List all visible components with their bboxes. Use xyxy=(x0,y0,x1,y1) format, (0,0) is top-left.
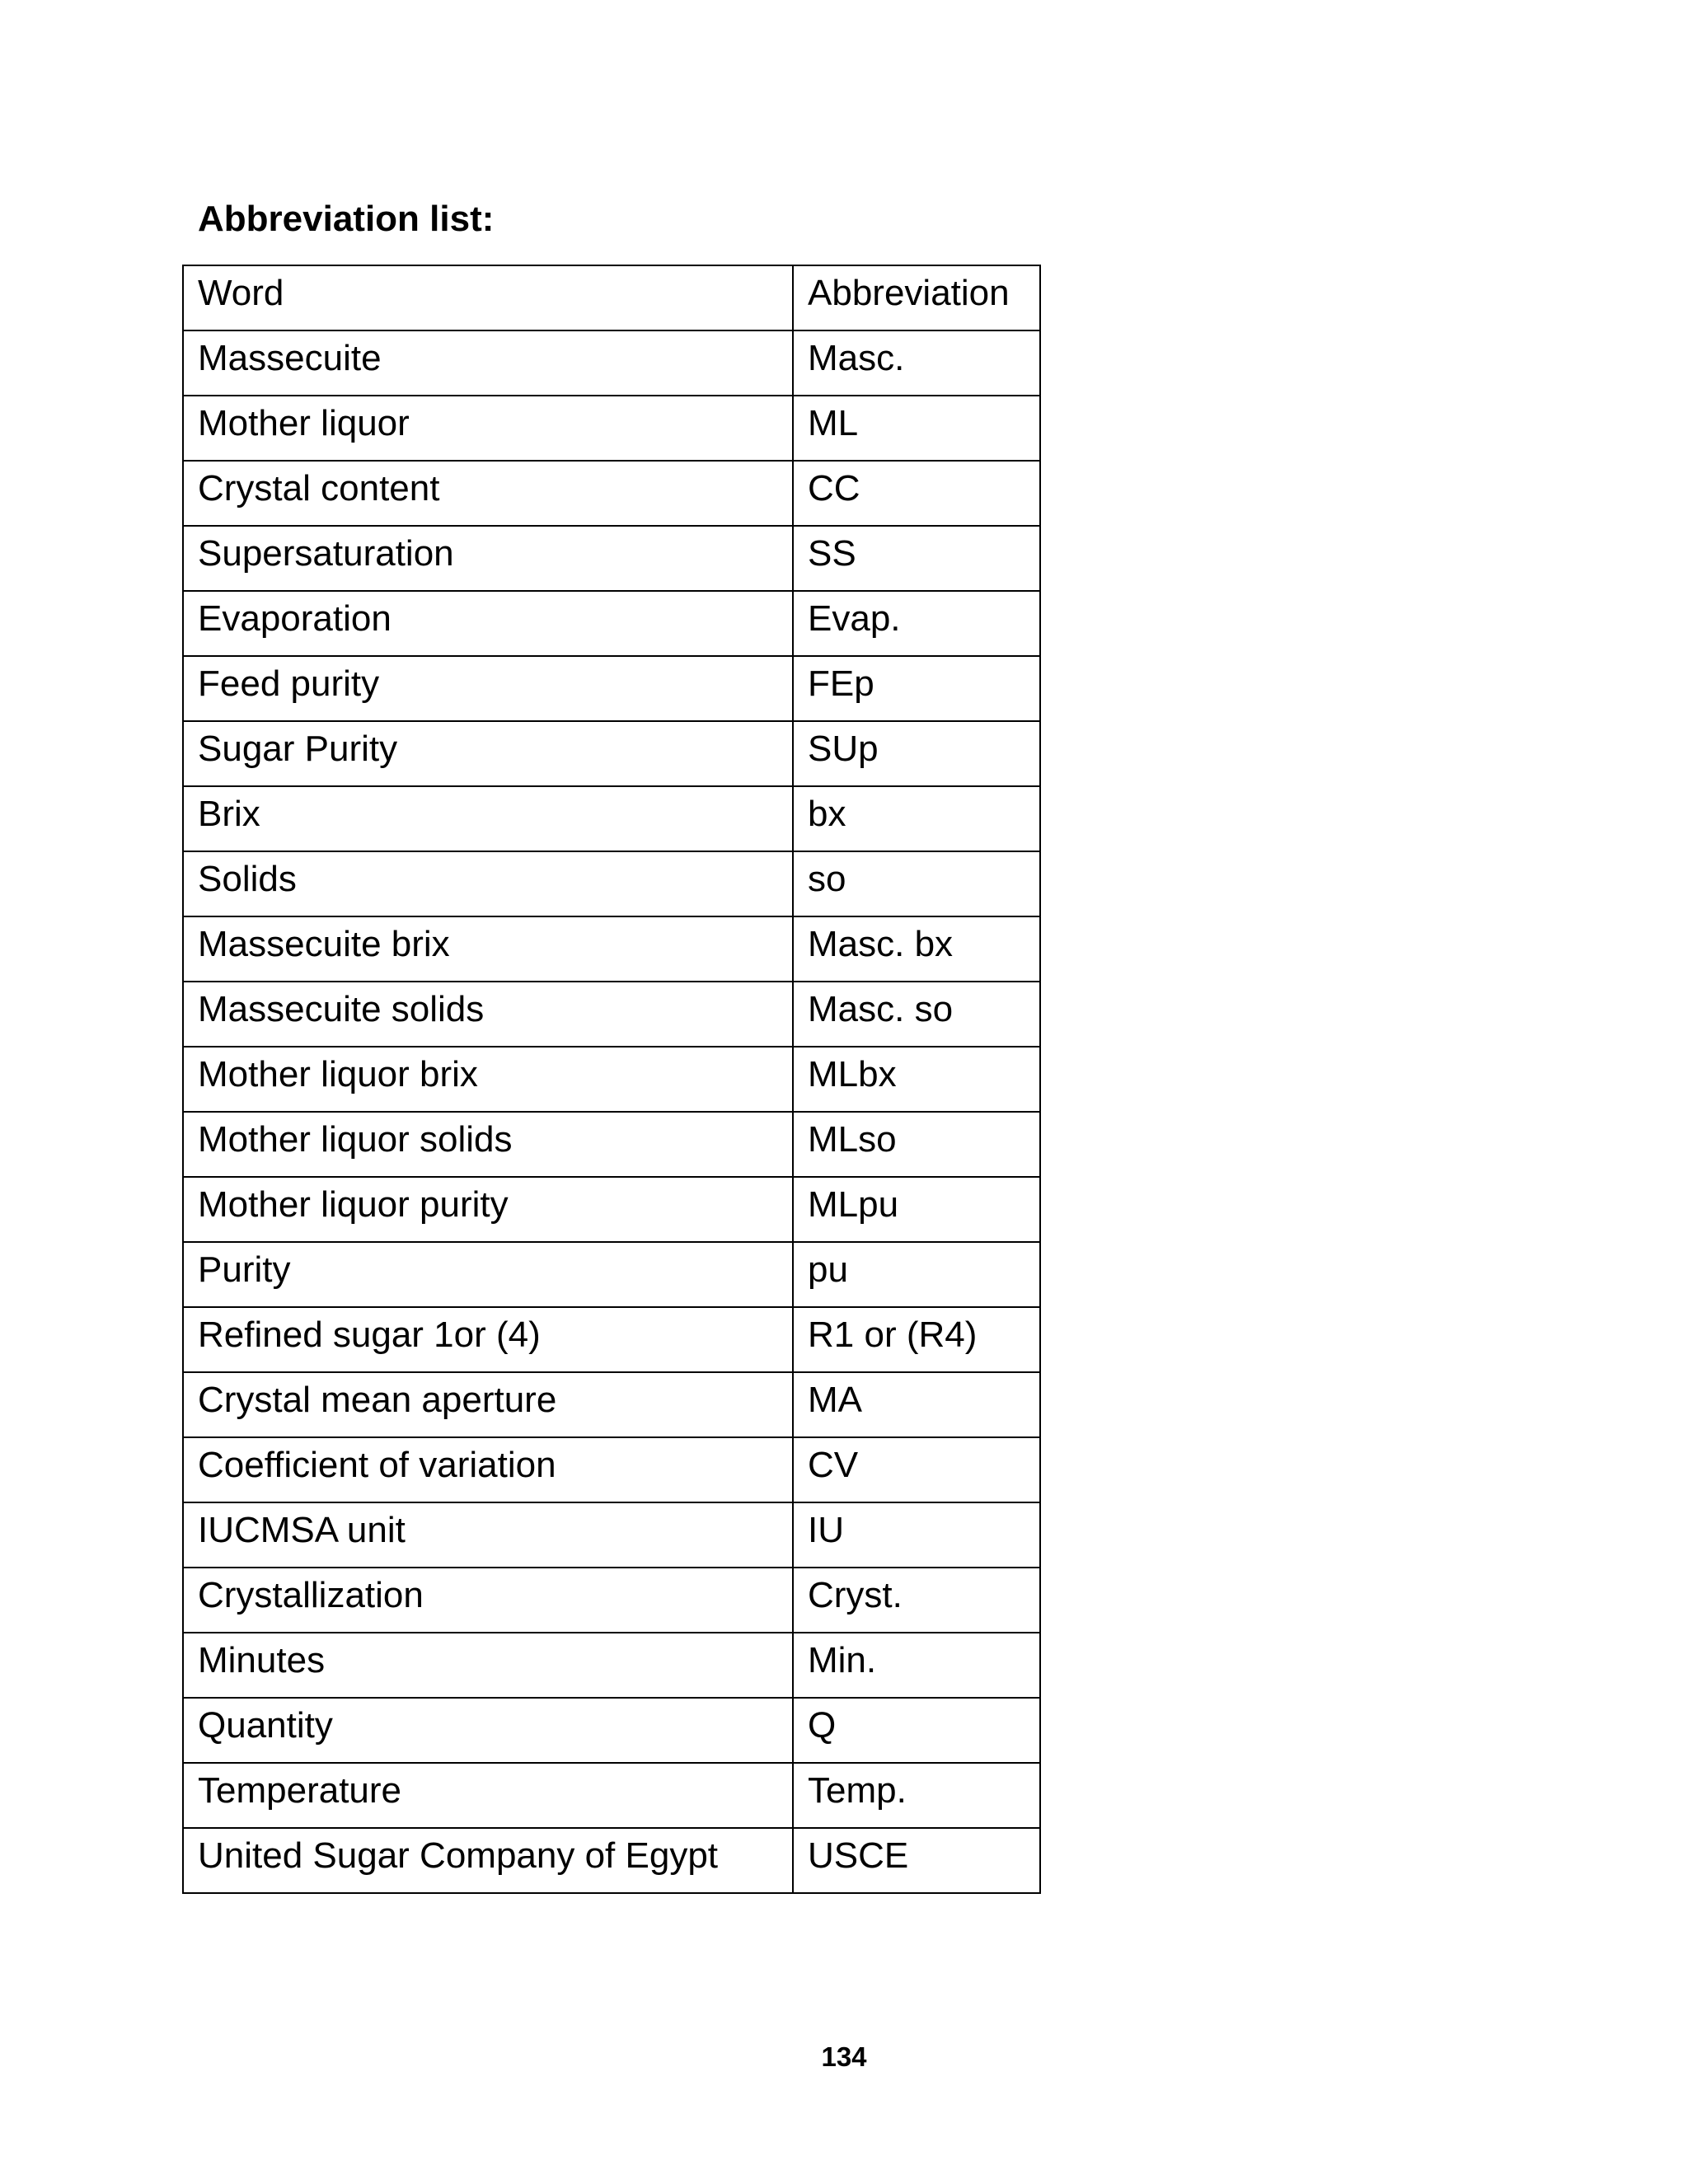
word-cell: Solids xyxy=(183,851,793,916)
table-row xyxy=(183,721,1040,786)
word-cell: Temperature xyxy=(183,1763,793,1828)
word-cell: Mother liquor xyxy=(183,396,793,461)
abbreviation-cell: Evap. xyxy=(793,591,1040,656)
abbreviation-cell: bx xyxy=(793,786,1040,851)
word-cell: Mother liquor solids xyxy=(183,1112,793,1177)
table-header-row xyxy=(183,265,1040,330)
word-cell: Massecuite solids xyxy=(183,982,793,1047)
word-cell: Purity xyxy=(183,1242,793,1307)
word-cell: Coefficient of variation xyxy=(183,1437,793,1502)
word-cell: Refined sugar 1or (4) xyxy=(183,1307,793,1372)
word-cell: Massecuite brix xyxy=(183,916,793,982)
word-cell: Minutes xyxy=(183,1633,793,1698)
abbreviation-cell: MLpu xyxy=(793,1177,1040,1242)
word-cell: Supersaturation xyxy=(183,526,793,591)
abbreviation-cell: MA xyxy=(793,1372,1040,1437)
abbreviation-cell: MLso xyxy=(793,1112,1040,1177)
table-row xyxy=(183,1437,1040,1502)
table-row xyxy=(183,461,1040,526)
abbreviation-cell: CC xyxy=(793,461,1040,526)
abbreviation-cell: Masc. so xyxy=(793,982,1040,1047)
abbreviation-cell: Min. xyxy=(793,1633,1040,1698)
table-row xyxy=(183,1047,1040,1112)
table-row xyxy=(183,1698,1040,1763)
abbreviation-table-body xyxy=(183,265,1040,1893)
table-row xyxy=(183,786,1040,851)
abbreviation-cell: IU xyxy=(793,1502,1040,1568)
table-row xyxy=(183,851,1040,916)
table-row xyxy=(183,591,1040,656)
word-cell: Mother liquor purity xyxy=(183,1177,793,1242)
abbreviation-cell: R1 or (R4) xyxy=(793,1307,1040,1372)
abbreviation-cell: SS xyxy=(793,526,1040,591)
abbreviation-cell: CV xyxy=(793,1437,1040,1502)
abbreviation-cell: pu xyxy=(793,1242,1040,1307)
table-row xyxy=(183,1242,1040,1307)
table-row xyxy=(183,1112,1040,1177)
table-row xyxy=(183,1177,1040,1242)
word-cell: Quantity xyxy=(183,1698,793,1763)
abbreviation-cell: FEp xyxy=(793,656,1040,721)
word-cell: Feed purity xyxy=(183,656,793,721)
word-cell: United Sugar Company of Egypt xyxy=(183,1828,793,1893)
word-cell: Evaporation xyxy=(183,591,793,656)
word-cell: Sugar Purity xyxy=(183,721,793,786)
abbreviation-cell: Temp. xyxy=(793,1763,1040,1828)
word-cell: Massecuite xyxy=(183,330,793,396)
table-row xyxy=(183,1307,1040,1372)
table-row xyxy=(183,1633,1040,1698)
table-row xyxy=(183,916,1040,982)
table-row xyxy=(183,1763,1040,1828)
table-row xyxy=(183,1502,1040,1568)
abbreviation-cell: MLbx xyxy=(793,1047,1040,1112)
abbreviation-cell: Masc. xyxy=(793,330,1040,396)
table-row xyxy=(183,330,1040,396)
abbreviation-cell: SUp xyxy=(793,721,1040,786)
word-cell: IUCMSA unit xyxy=(183,1502,793,1568)
table-row xyxy=(183,1828,1040,1893)
abbreviation-cell: Masc. bx xyxy=(793,916,1040,982)
table-row xyxy=(183,1568,1040,1633)
abbreviation-table xyxy=(182,265,1041,1894)
page-number: 134 xyxy=(821,2041,867,2072)
abbreviation-cell: Q xyxy=(793,1698,1040,1763)
table-row xyxy=(183,1372,1040,1437)
abbreviation-cell: USCE xyxy=(793,1828,1040,1893)
header-word: Word xyxy=(183,265,793,330)
word-cell: Crystal content xyxy=(183,461,793,526)
table-row xyxy=(183,656,1040,721)
word-cell: Mother liquor brix xyxy=(183,1047,793,1112)
page-title: Abbreviation list: xyxy=(198,199,495,239)
word-cell: Crystal mean aperture xyxy=(183,1372,793,1437)
table-row xyxy=(183,526,1040,591)
abbreviation-cell: so xyxy=(793,851,1040,916)
table-row xyxy=(183,396,1040,461)
abbreviation-cell: Cryst. xyxy=(793,1568,1040,1633)
abbreviation-cell: ML xyxy=(793,396,1040,461)
word-cell: Crystallization xyxy=(183,1568,793,1633)
header-abbreviation: Abbreviation xyxy=(793,265,1040,330)
table-row xyxy=(183,982,1040,1047)
word-cell: Brix xyxy=(183,786,793,851)
